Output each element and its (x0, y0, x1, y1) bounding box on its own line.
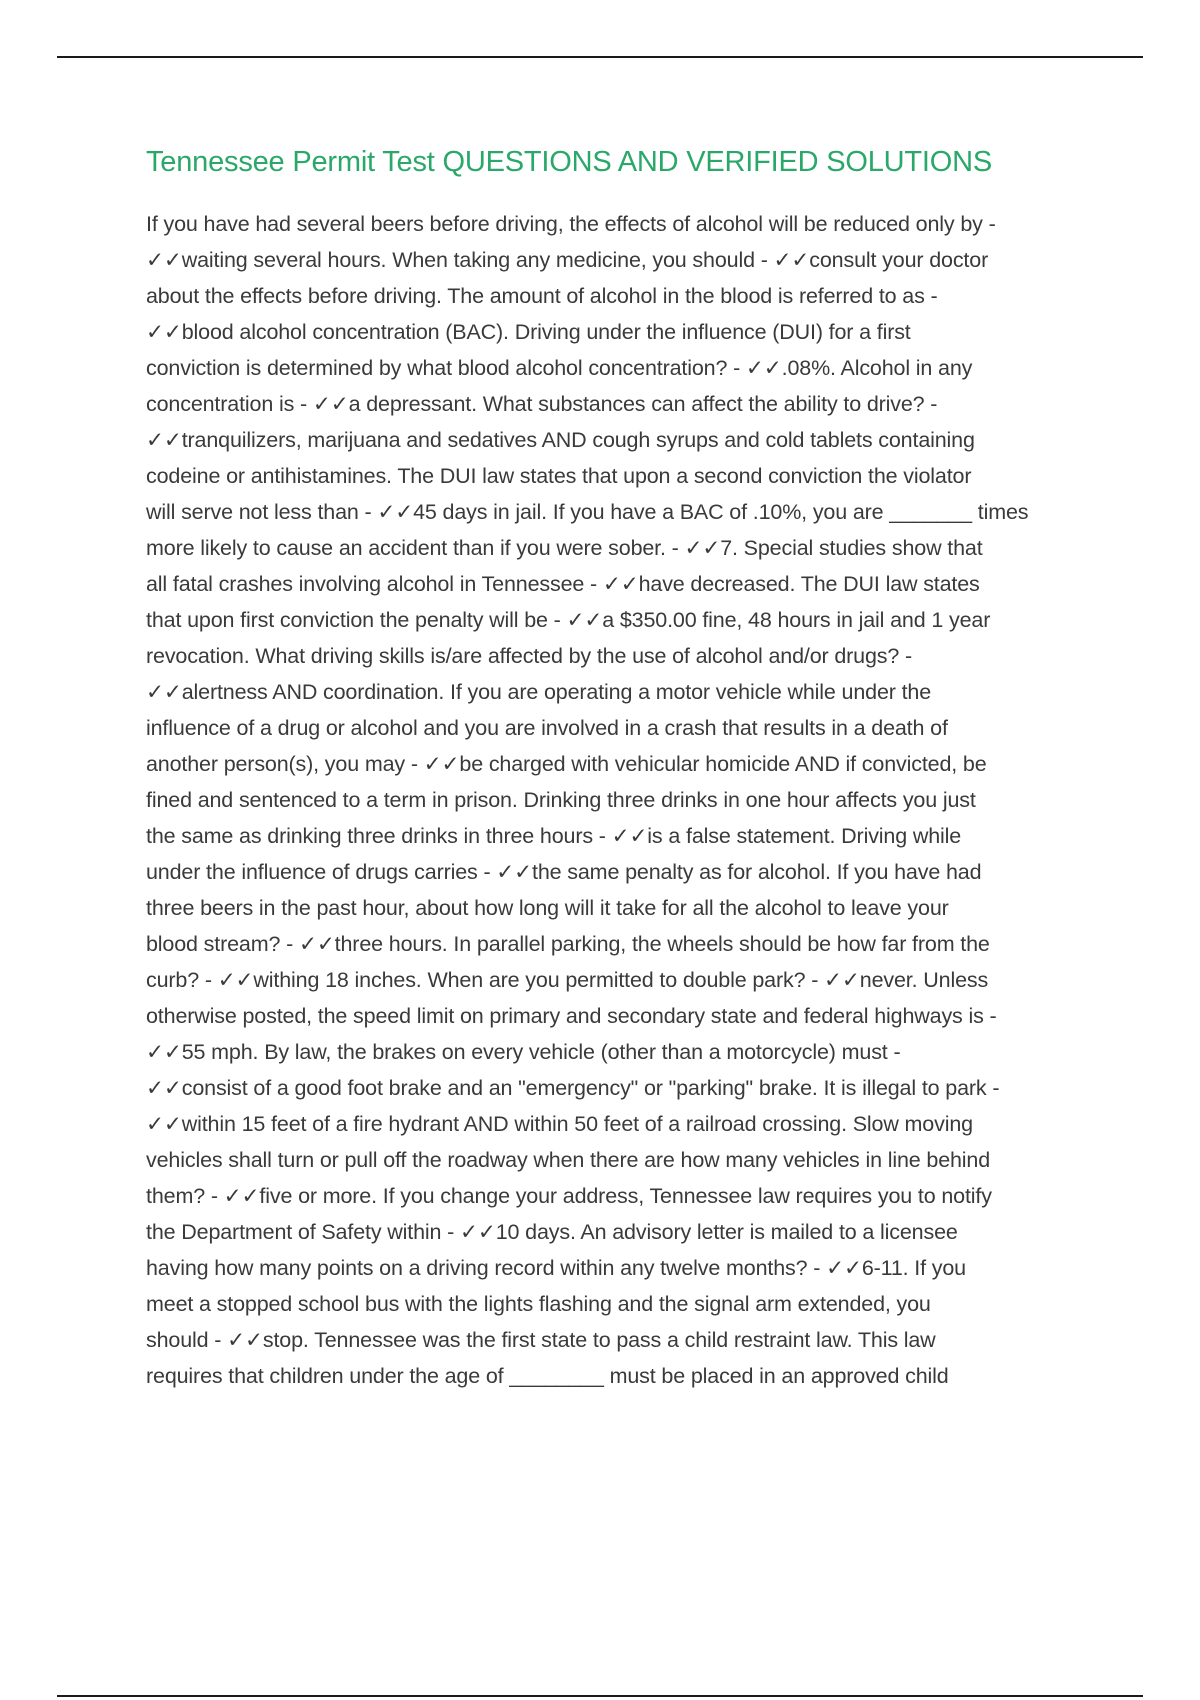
header-rule (57, 56, 1143, 58)
text-line: having how many points on a driving record within any twelve months? - ✓✓6-11. If you (146, 1256, 966, 1280)
text-line: about the effects before driving. The amount of alcohol in the blood is referred to as - (146, 284, 938, 308)
text-line: should - ✓✓stop. Tennessee was the first state to pass a child restraint law. This law (146, 1328, 936, 1352)
text-line: curb? - ✓✓withing 18 inches. When are you permitted to double park? - ✓✓never. Unless (146, 968, 989, 992)
text-line: influence of a drug or alcohol and you are involved in a crash that results in a death of (146, 716, 948, 740)
text-line: ✓✓alertness AND coordination. If you are operating a motor vehicle while under the (146, 680, 932, 704)
text-line: vehicles shall turn or pull off the roadway when there are how many vehicles in line behind (146, 1148, 991, 1172)
text-line: them? - ✓✓five or more. If you change your address, Tennessee law requires you to notify (146, 1184, 992, 1208)
text-line: the Department of Safety within - ✓✓10 days. An advisory letter is mailed to a licensee (146, 1220, 958, 1244)
text-line: meet a stopped school bus with the lights flashing and the signal arm extended, you (146, 1292, 931, 1316)
text-line: another person(s), you may - ✓✓be charged with vehicular homicide AND if convicted, be (146, 752, 987, 776)
text-line: conviction is determined by what blood alcohol concentration? - ✓✓.08%. Alcohol in any (146, 356, 973, 380)
text-line: ✓✓55 mph. By law, the brakes on every vehicle (other than a motorcycle) must - (146, 1040, 901, 1064)
text-line: all fatal crashes involving alcohol in Tennessee - ✓✓have decreased. The DUI law states (146, 572, 980, 596)
text-line: will serve not less than - ✓✓45 days in jail. If you have a BAC of .10%, you are _______ times (146, 500, 1029, 524)
text-line: fined and sentenced to a term in prison. Drinking three drinks in one hour affects you just (146, 788, 976, 812)
text-line: concentration is - ✓✓a depressant. What substances can affect the ability to drive? - (146, 392, 938, 416)
text-line: ✓✓waiting several hours. When taking any medicine, you should - ✓✓consult your doctor (146, 248, 989, 272)
text-line: under the influence of drugs carries - ✓✓the same penalty as for alcohol. If you have had (146, 860, 982, 884)
text-line: more likely to cause an accident than if you were sober. - ✓✓7. Special studies show that (146, 536, 983, 560)
text-line: requires that children under the age of ________ must be placed in an approved child (146, 1364, 949, 1388)
page-title: Tennessee Permit Test QUESTIONS AND VERIFIED SOLUTIONS (146, 146, 993, 178)
text-line: codeine or antihistamines. The DUI law states that upon a second conviction the violator (146, 464, 972, 488)
document-body (146, 206, 1096, 1394)
text-line: blood stream? - ✓✓three hours. In parallel parking, the wheels should be how far from the (146, 932, 990, 956)
footer-rule (57, 1695, 1143, 1697)
text-line: ✓✓blood alcohol concentration (BAC). Driving under the influence (DUI) for a first (146, 320, 911, 344)
text-line: ✓✓within 15 feet of a fire hydrant AND within 50 feet of a railroad crossing. Slow moving (146, 1112, 973, 1136)
text-line: otherwise posted, the speed limit on primary and secondary state and federal highways is - (146, 1004, 997, 1028)
text-line: If you have had several beers before driving, the effects of alcohol will be reduced only by - (146, 212, 996, 236)
text-line: ✓✓consist of a good foot brake and an "emergency" or "parking" brake. It is illegal to park - (146, 1076, 1000, 1100)
text-line: the same as drinking three drinks in three hours - ✓✓is a false statement. Driving while (146, 824, 962, 848)
text-line: that upon first conviction the penalty will be - ✓✓a $350.00 fine, 48 hours in jail and 1 year (146, 608, 991, 632)
text-line: ✓✓tranquilizers, marijuana and sedatives AND cough syrups and cold tablets containing (146, 428, 975, 452)
text-line: revocation. What driving skills is/are affected by the use of alcohol and/or drugs? - (146, 644, 913, 668)
text-line: three beers in the past hour, about how long will it take for all the alcohol to leave your (146, 896, 949, 920)
